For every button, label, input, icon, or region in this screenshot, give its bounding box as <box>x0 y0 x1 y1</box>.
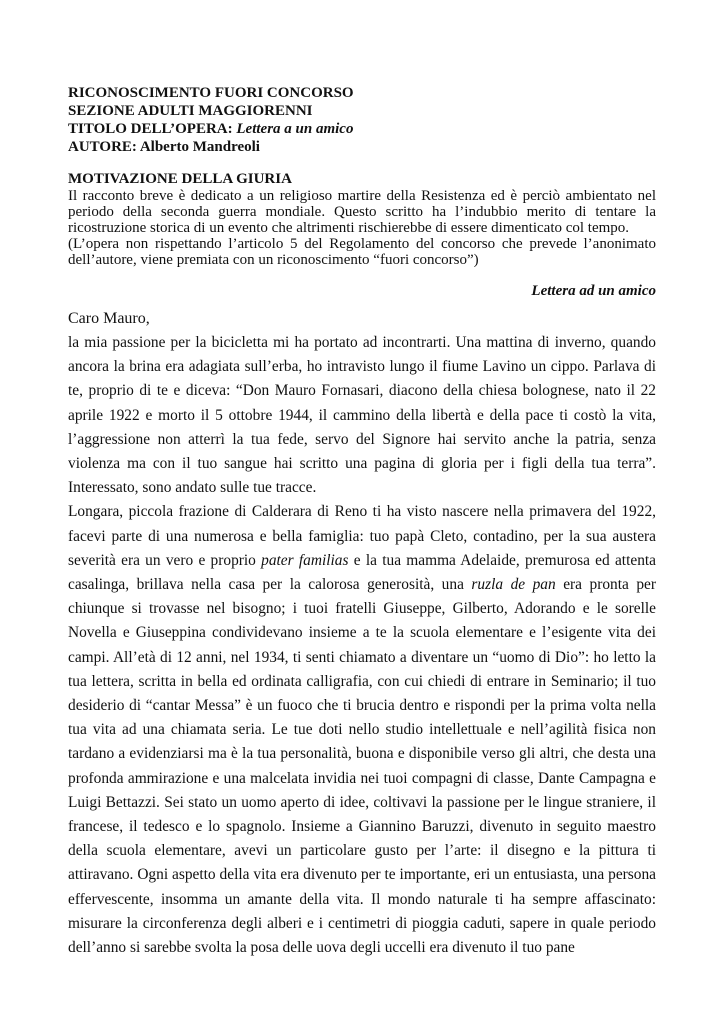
document-header <box>68 84 656 156</box>
header-line-award: RICONOSCIMENTO FUORI CONCORSO <box>68 85 354 101</box>
jury-motivation-text <box>68 188 656 268</box>
letter-paragraph-2 <box>68 500 656 960</box>
page-content <box>68 84 656 960</box>
work-title-label: TITOLO DELL’OPERA: <box>68 121 237 137</box>
letter-paragraph-1: la mia passione per la bicicletta mi ha portato ad incontrarti. Una mattina di inverno, quando ancora la brina era adagiata sull’erba, ho intravisto lungo il fiume Lavino un cippo. Parlava di te, proprio di te e diceva: “Don Mauro Fornasari, diacono della chiesa bolognese, nato il 22 aprile 1922 e morto il 5 ottobre 1944, il cammino della libertà e della pace ti costò la vita, l’aggressione non atterrì la tua fede, servo del Signore hai servito anche la patria, senza violenza ma con il tuo sangue hai scritto una pagina di gloria per i figli della tua terra”. Interessato, sono andato sulle tue tracce. <box>68 334 656 497</box>
motivation-paragraph: Il racconto breve è dedicato a un religioso martire della Resistenza ed è perciò ambientato nel periodo della seconda guerra mondiale. Questo scritto ha l’indubbio merito di tentare la ricostruzione storica di un evento che altrimenti rischierebbe di essere dimenticato col tempo. <box>68 188 656 236</box>
motivation-note: (L’opera non rispettando l’articolo 5 del Regolamento del concorso che prevede l’anonimato dell’autore, viene premiata con un riconoscimento “fuori concorso”) <box>68 236 656 268</box>
letter-title: Lettera ad un amico <box>531 283 656 299</box>
paragraph-text: e la tua mamma Adelaide, premurosa ed attenta casalinga, brillava nella casa per la calorosa generosità, una <box>68 551 656 594</box>
latin-phrase: pater familias <box>261 551 349 569</box>
header-line-section: SEZIONE ADULTI MAGGIORENNI <box>68 103 313 119</box>
paragraph-text: Longara, piccola frazione di Calderara di Reno ti ha visto nascere nella primavera del 1922, facevi parte di una numerosa e bella famiglia: tuo papà Cleto, contadino, per la sua austera severità era un vero e proprio <box>68 503 656 569</box>
letter-greeting: Caro Mauro, <box>68 310 150 327</box>
header-line-work-title <box>68 120 656 138</box>
work-title-value: Lettera a un amico <box>236 121 354 137</box>
paragraph-text: era pronta per chiunque si trovasse nel bisogno; i tuoi fratelli Giuseppe, Gilberto, Adorando e le sorelle Novella e Giuseppina condividevano insieme a te la scuola elementare e l’esigente vita dei campi. All’età di 12 anni, nel 1934, ti senti chiamato a diventare un “uomo di Dio”: ho letto la tua lettera, scritta in bella ed ordinata calligrafia, con cui chiedi di entrare in Seminario; il tuo desiderio di “cantar Messa” è un fuoco che ti brucia dentro e rispondi per la prima volta nella tua vita ad una chiamata seria. Le tue doti nello studio intellettuale e nell’agilità fisica non tardano a evidenziarsi ma è la tua personalità, buona e disponibile verso gli altri, che desta una profonda ammirazione e una malcelata invidia nei tuoi compagni di classe, Dante Campagna e Luigi Bettazzi. Sei stato un uomo aperto di idee, coltivavi la passione per le lingue straniere, il francese, il tedesco e lo spagnolo. Insieme a Giannino Baruzzi, divenuto in seguito maestro della scuola elementare, avevi un particolare gusto per l’arte: il disegno e la pittura ti attiravano. Ogni aspetto della vita era divenuto per te importante, eri un entusiasta, una persona effervescente, insomma un amante della vita. Il mondo naturale ti ha sempre affascinato: misurare la circonferenza degli alberi e i centimetri di pioggia caduti, sapere in quale periodo dell’anno si sarebbe svolta la posa delle uova degli uccelli era divenuto il tuo pane <box>68 576 656 957</box>
dialect-phrase: ruzla de pan <box>471 576 556 594</box>
jury-motivation-title: MOTIVAZIONE DELLA GIURIA <box>68 171 292 187</box>
header-line-author: AUTORE: Alberto Mandreoli <box>68 139 260 155</box>
